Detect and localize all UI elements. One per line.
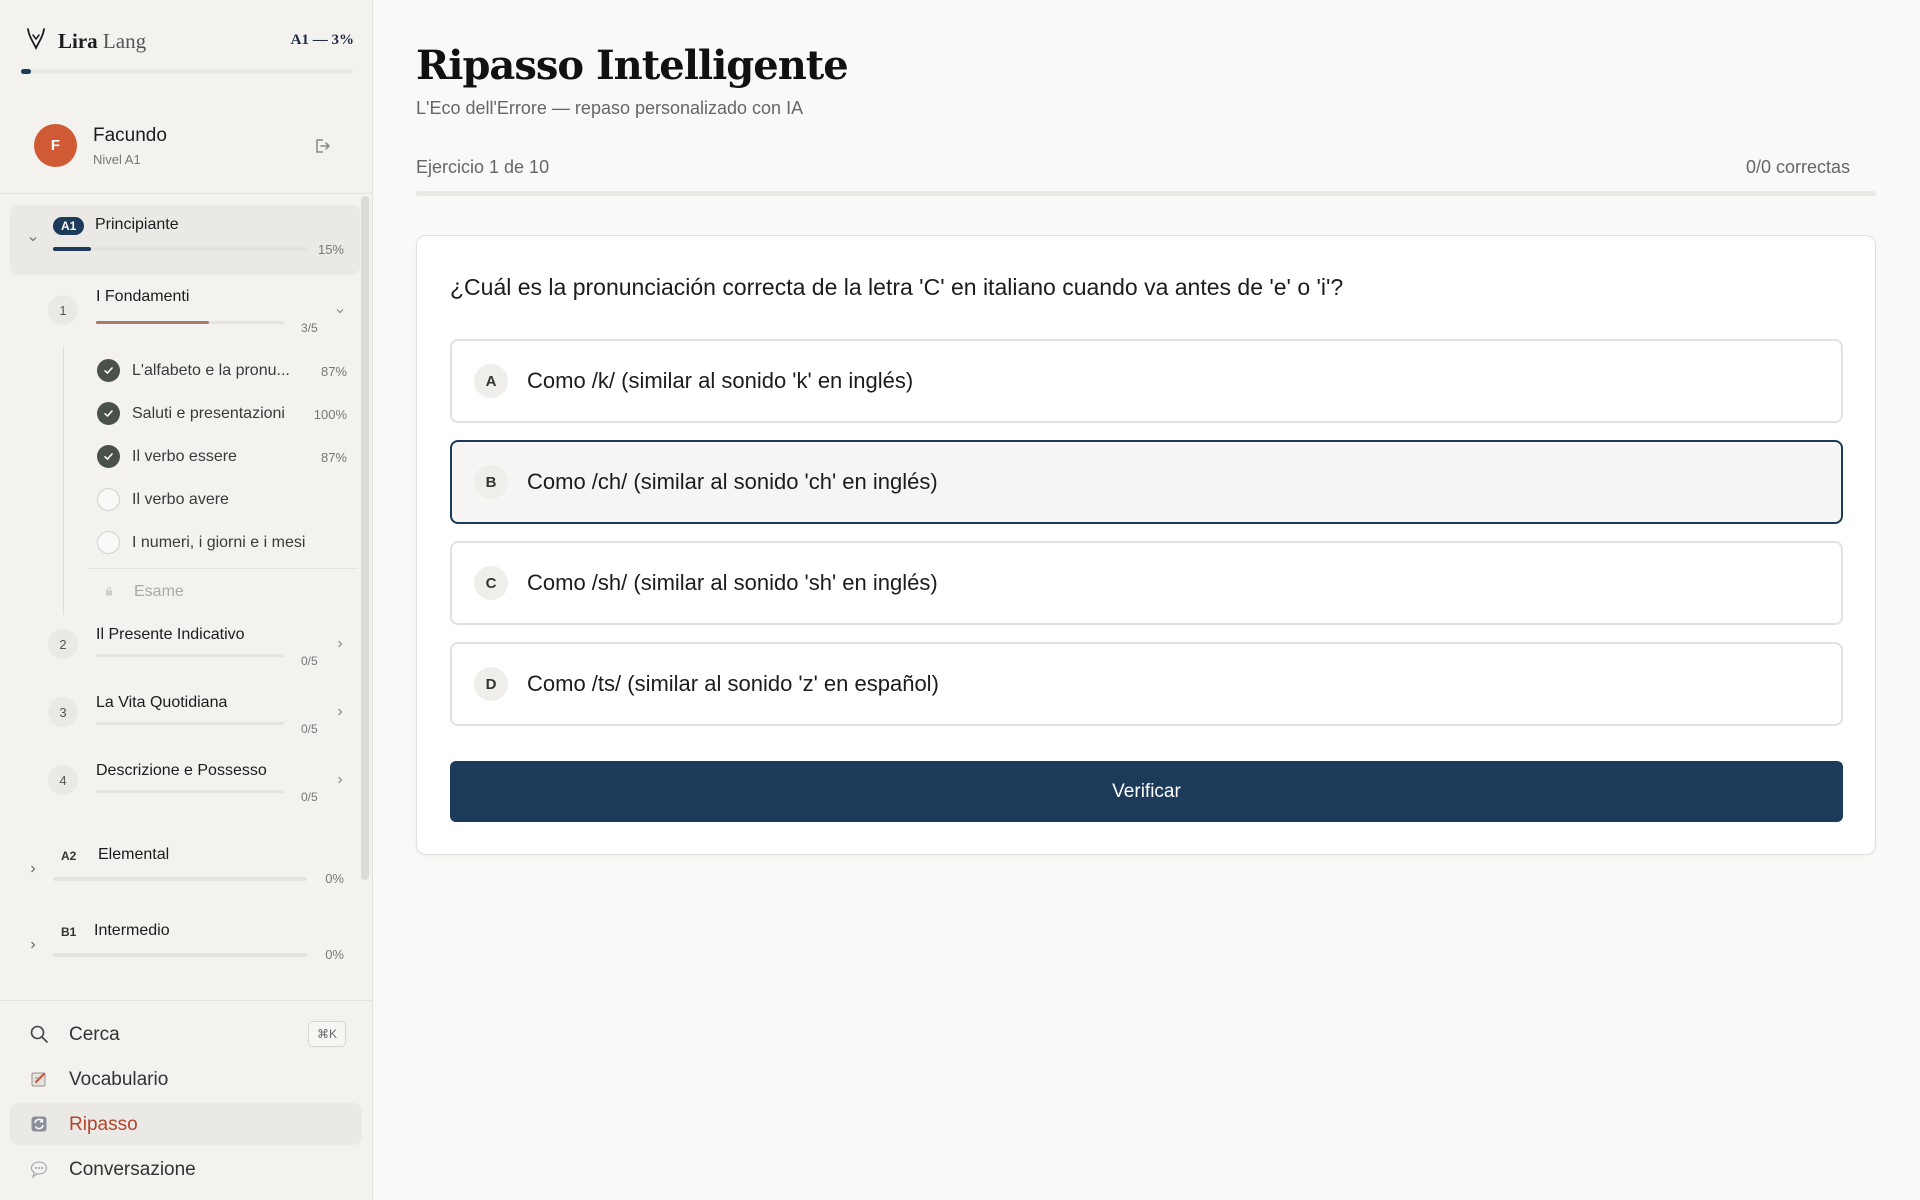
page-title: Ripasso Intelligente <box>416 42 848 89</box>
level-title: Principiante <box>95 216 179 233</box>
option-text: Como /ch/ (similar al sonido 'ch' en inglés) <box>527 469 938 494</box>
user-level: Nivel A1 <box>93 152 141 167</box>
unit-title: La Vita Quotidiana <box>96 694 228 711</box>
lesson-connector-line <box>63 346 64 615</box>
sidebar <box>0 0 373 1200</box>
chevron-right-icon <box>27 939 39 951</box>
question-card <box>416 235 1876 855</box>
level-a2[interactable] <box>10 835 360 905</box>
answer-option-b[interactable] <box>450 440 1843 524</box>
main-content <box>374 0 1920 1200</box>
lock-icon <box>104 586 114 596</box>
level-badge: A2 <box>61 849 77 863</box>
unit-number: 4 <box>48 765 78 795</box>
logout-icon[interactable] <box>312 136 332 156</box>
nav-item-conversazione[interactable] <box>10 1148 362 1190</box>
nav-label: Conversazione <box>69 1159 196 1180</box>
chat-icon <box>29 1159 49 1179</box>
overall-progress-bar <box>21 69 353 74</box>
level-percent: 0% <box>325 871 344 886</box>
unit-count: 3/5 <box>301 321 318 335</box>
option-letter: C <box>474 566 508 600</box>
overall-progress-fill <box>21 69 31 74</box>
unit-number: 1 <box>48 295 78 325</box>
option-text: Como /ts/ (similar al sonido 'z' en español) <box>527 671 939 696</box>
unit-progress-fill <box>96 321 209 324</box>
lira-logo-icon <box>24 26 48 52</box>
verify-button[interactable]: Verificar <box>450 761 1843 822</box>
unit-item-vita-quotidiana[interactable] <box>48 686 358 746</box>
brand-name-bold: Lira <box>58 29 98 53</box>
lesson-item[interactable] <box>97 438 359 474</box>
search-icon <box>29 1024 49 1044</box>
curriculum-tree <box>0 195 366 998</box>
answer-option-a[interactable] <box>450 339 1843 423</box>
chevron-right-icon <box>335 639 345 649</box>
unit-number: 2 <box>48 629 78 659</box>
lesson-complete-icon <box>97 359 120 382</box>
unit-item-presente-indicativo[interactable] <box>48 618 358 678</box>
lesson-item[interactable] <box>97 481 359 517</box>
unit-item-descrizione-possesso[interactable] <box>48 754 358 814</box>
exam-title: Esame <box>134 583 184 600</box>
chevron-right-icon <box>335 775 345 785</box>
brand-name <box>58 29 146 54</box>
unit-progress-bar <box>96 321 284 324</box>
level-title: Elemental <box>98 846 170 863</box>
unit-title: I Fondamenti <box>96 288 190 305</box>
user-profile <box>0 112 373 194</box>
keyboard-shortcut: ⌘K <box>308 1021 346 1047</box>
chevron-right-icon <box>335 707 345 717</box>
level-progress-bar <box>53 877 307 881</box>
correct-counter: 0/0 correctas <box>1745 157 1850 177</box>
option-letter: A <box>474 364 508 398</box>
level-progress-fill <box>53 247 91 251</box>
bottom-nav <box>0 1000 373 1200</box>
lesson-title: I numeri, i giorni e i mesi <box>132 534 306 551</box>
level-title: Intermedio <box>94 922 170 939</box>
avatar: F <box>34 124 77 167</box>
lesson-item[interactable] <box>97 395 359 431</box>
exam-item[interactable] <box>88 568 358 612</box>
brand-name-light: Lang <box>102 29 147 53</box>
lesson-title: Saluti e presentazioni <box>132 405 285 422</box>
option-text: Como /k/ (similar al sonido 'k' en inglés) <box>527 368 914 393</box>
lesson-title: Il verbo avere <box>132 491 229 508</box>
chevron-down-icon <box>335 306 345 316</box>
level-badge: A1 <box>53 217 84 235</box>
unit-title: Descrizione e Possesso <box>96 762 267 779</box>
chevron-down-icon <box>27 233 39 245</box>
lesson-complete-icon <box>97 402 120 425</box>
unit-progress-bar <box>96 790 284 793</box>
unit-number: 3 <box>48 697 78 727</box>
notebook-icon <box>29 1069 49 1089</box>
level-percent: 0% <box>325 947 344 962</box>
answer-option-c[interactable] <box>450 541 1843 625</box>
nav-item-cerca[interactable] <box>10 1013 362 1055</box>
lesson-complete-icon <box>97 445 120 468</box>
lesson-title: Il verbo essere <box>132 448 237 465</box>
unit-item-fondamenti[interactable] <box>48 283 358 343</box>
lesson-item[interactable] <box>97 352 359 388</box>
review-icon <box>29 1114 49 1134</box>
question-text: ¿Cuál es la pronunciación correcta de la letra 'C' en italiano cuando va antes de 'e' o 'i'? <box>450 274 1344 300</box>
lesson-score: 87% <box>320 450 347 465</box>
nav-label: Cerca <box>69 1024 120 1045</box>
lesson-title: L'alfabeto e la pronu... <box>132 362 290 379</box>
level-percent: 15% <box>317 242 344 257</box>
level-badge: B1 <box>61 925 77 939</box>
unit-progress-bar <box>96 722 284 725</box>
option-letter: B <box>474 465 508 499</box>
chevron-right-icon <box>27 863 39 875</box>
nav-item-vocabulario[interactable] <box>10 1058 362 1100</box>
unit-title: Il Presente Indicativo <box>96 626 245 643</box>
answer-option-d[interactable] <box>450 642 1843 726</box>
lesson-item[interactable] <box>97 524 359 560</box>
unit-count: 0/5 <box>301 722 318 736</box>
level-progress-bar <box>53 953 307 957</box>
sidebar-scrollbar[interactable] <box>361 196 369 880</box>
unit-progress-bar <box>96 654 284 657</box>
brand-header <box>24 26 354 56</box>
lesson-incomplete-icon <box>97 488 120 511</box>
exercise-progress-bar <box>416 191 1876 196</box>
page-subtitle: L'Eco dell'Errore — repaso personalizado con IA <box>416 98 804 118</box>
exercise-counter: Ejercicio 1 de 10 <box>416 157 550 177</box>
level-a1[interactable] <box>10 205 360 275</box>
nav-label: Ripasso <box>69 1114 138 1135</box>
overall-level-progress: A1 — 3% <box>290 32 354 48</box>
unit-count: 0/5 <box>301 790 318 804</box>
nav-item-ripasso[interactable] <box>10 1103 362 1145</box>
level-b1[interactable] <box>10 911 360 981</box>
user-name: Facundo <box>93 125 167 146</box>
lesson-incomplete-icon <box>97 531 120 554</box>
level-progress-bar <box>53 247 307 251</box>
lesson-score: 100% <box>313 407 347 422</box>
nav-label: Vocabulario <box>69 1069 169 1090</box>
option-letter: D <box>474 667 508 701</box>
unit-count: 0/5 <box>301 654 318 668</box>
option-text: Como /sh/ (similar al sonido 'sh' en inglés) <box>527 570 938 595</box>
lesson-score: 87% <box>320 364 347 379</box>
